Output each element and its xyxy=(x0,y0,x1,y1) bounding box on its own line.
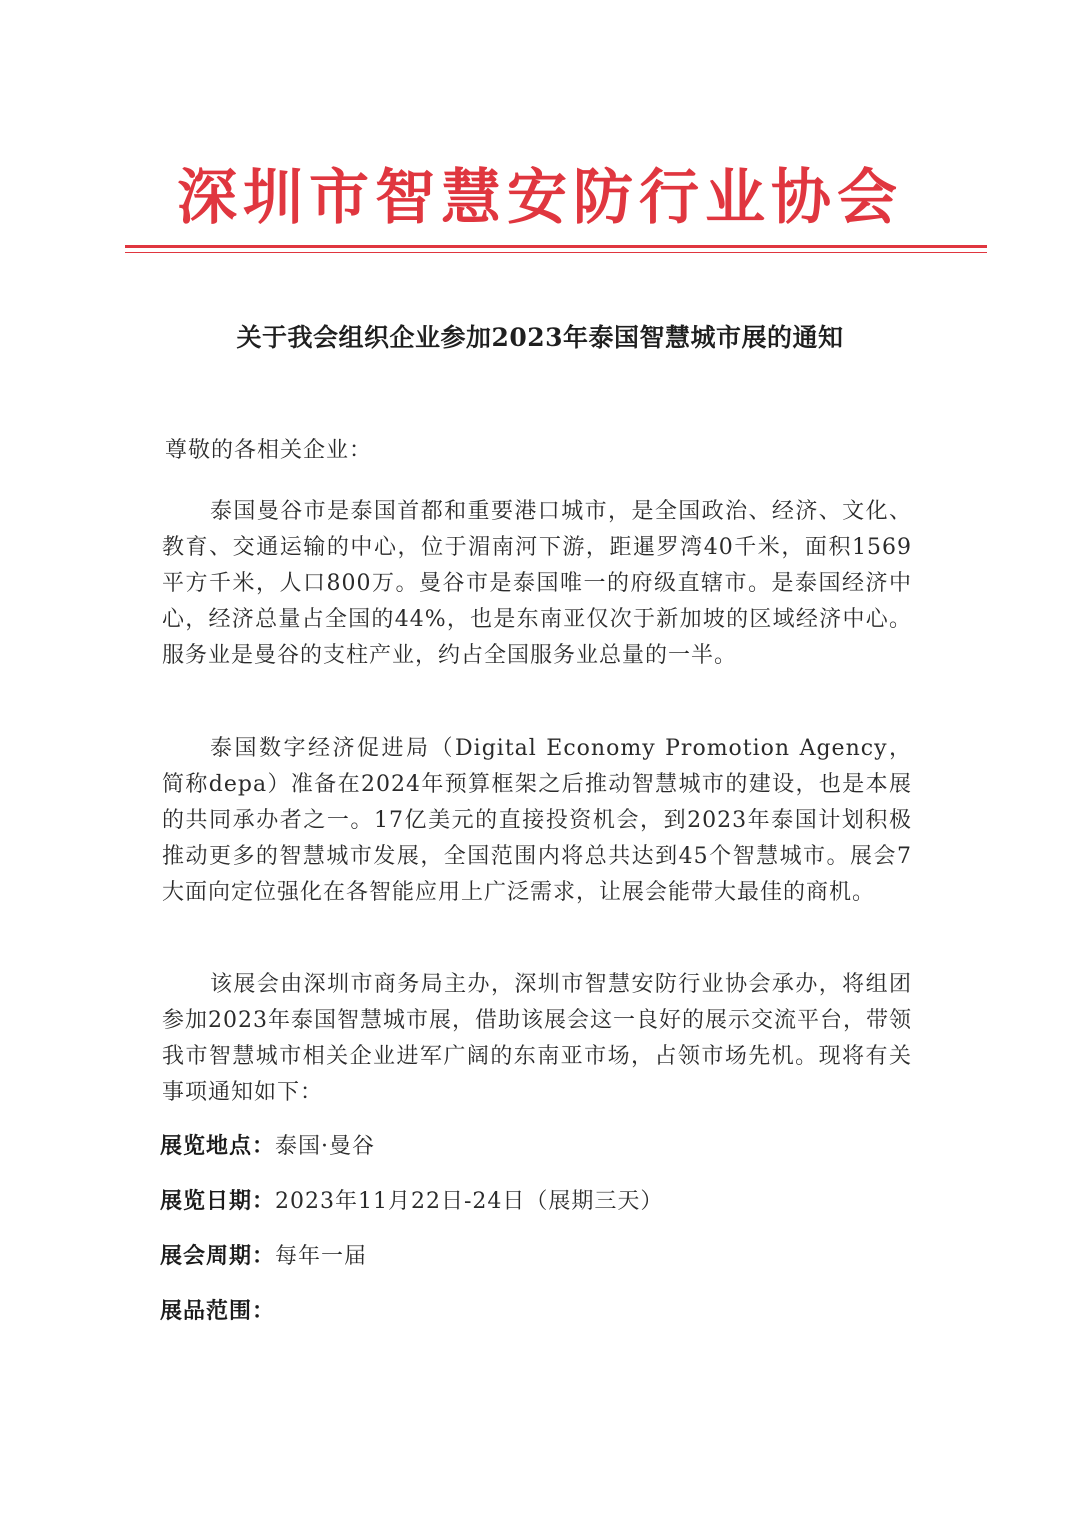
salutation: 尊敬的各相关企业： xyxy=(165,438,373,463)
paragraph-bangkok-intro: 泰国曼谷市是泰国首都和重要港口城市，是全国政治、经济、文化、教育、交通运输的中心，位于湄南河下游，距暹罗湾40千米，面积1569平方千米，人口800万。曼谷市是泰国唯一的府级直辖市。是泰国经济中心，经济总量占全国的44%，也是东南亚仅次于新加坡的区域经济中心。服务业是曼谷的支柱产业，约占全国服务业总量的一半。 xyxy=(162,499,912,668)
field-value: 泰国·曼谷 xyxy=(275,1134,376,1159)
field-exhibition-cycle xyxy=(160,1238,367,1275)
field-label: 展览地点： xyxy=(160,1133,276,1159)
field-value: 2023年11月22日-24日（展期三天） xyxy=(275,1189,664,1214)
field-label: 展品范围： xyxy=(160,1298,276,1324)
letterhead-divider-thin xyxy=(125,252,987,253)
paragraph-depa: 泰国数字经济促进局（Digital Economy Promotion Agency，简称depa）准备在2024年预算框架之后推动智慧城市的建设，也是本展的共同承办者之一。17亿美元的直接投资机会，到2023年泰国计划积极推动更多的智慧城市发展，全国范围内将总共达到45个智慧城市。展会7大面向定位强化在各智能应用上广泛需求，让展会能带大最佳的商机。 xyxy=(162,736,912,905)
field-exhibit-scope xyxy=(160,1293,275,1330)
field-label: 展会周期： xyxy=(160,1243,276,1269)
document-title: 关于我会组织企业参加2023年泰国智慧城市展的通知 xyxy=(236,323,844,352)
field-value: 每年一届 xyxy=(275,1244,368,1269)
field-exhibition-date xyxy=(160,1183,663,1220)
field-exhibition-location xyxy=(160,1128,375,1165)
paragraph-organizer: 该展会由深圳市商务局主办，深圳市智慧安防行业协会承办，将组团参加2023年泰国智慧城市展，借助该展会这一良好的展示交流平台，带领我市智慧城市相关企业进军广阔的东南亚市场，占领市场先机。现将有关事项通知如下： xyxy=(162,972,912,1105)
letterhead-divider-thick xyxy=(125,245,987,248)
letterhead-org-name: 深圳市智慧安防行业协会 xyxy=(177,163,903,233)
field-label: 展览日期： xyxy=(160,1188,276,1214)
